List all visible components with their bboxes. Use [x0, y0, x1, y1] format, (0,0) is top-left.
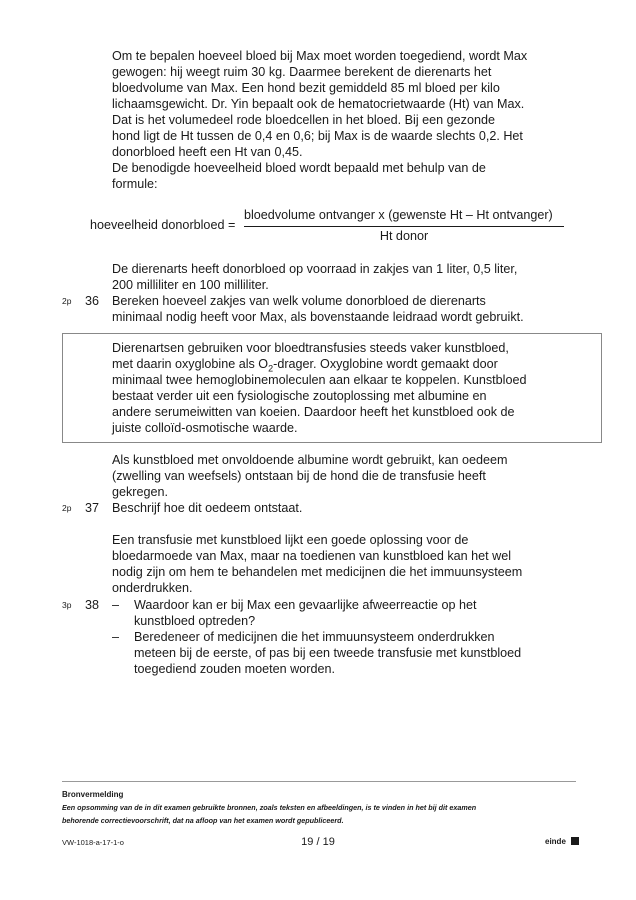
- q38-item-2: [134, 629, 574, 677]
- intro-line: formule:: [112, 177, 158, 191]
- transfusie-paragraph: [112, 532, 582, 596]
- page-number: 19 / 19: [301, 836, 335, 848]
- bron-line: Een opsomming van de in dit examen gebruikte bronnen, zoals teksten en afbeeldingen, is te vinden in het bij dit examen: [62, 803, 477, 812]
- q37-points: 2p: [62, 503, 72, 513]
- q36-points: 2p: [62, 296, 72, 306]
- q37-line: Beschrijf hoe dit oedeem ontstaat.: [112, 501, 303, 515]
- box-line: bestaat verder uit een fysiologische zoutoplossing met albumine en: [112, 389, 487, 403]
- formula-lhs: hoeveelheid donorbloed =: [90, 218, 236, 232]
- intro-line: De benodigde hoeveelheid bloed wordt bepaald met behulp van de: [112, 161, 486, 175]
- end-square-icon: [571, 837, 579, 845]
- q38-number: 38: [85, 598, 100, 612]
- end-label: einde: [545, 837, 566, 846]
- intro-line: lichaamsgewicht. Dr. Yin bepaalt ook de hematocrietwaarde (Ht) van Max.: [112, 97, 525, 111]
- end-marker: [545, 837, 579, 846]
- box-line: Dierenartsen gebruiken voor bloedtransfusies steeds vaker kunstbloed,: [112, 341, 509, 355]
- bron-title: Bronvermelding: [62, 790, 124, 799]
- albumine-line: Als kunstbloed met onvoldoende albumine wordt gebruikt, kan oedeem: [112, 453, 508, 467]
- q36-line: minimaal nodig heeft voor Max, als bovenstaande leidraad wordt gebruikt.: [112, 310, 524, 324]
- stock-line: 200 milliliter en 100 milliliter.: [112, 278, 269, 292]
- transfusie-line: bloedarmoede van Max, maar na toedienen van kunstbloed kan het wel: [112, 549, 512, 563]
- q36-line: Bereken hoeveel zakjes van welk volume donorbloed de dierenarts: [112, 294, 486, 308]
- info-box-text: [112, 340, 582, 436]
- transfusie-line: Een transfusie met kunstbloed lijkt een goede oplossing voor de: [112, 533, 469, 547]
- intro-line: donorbloed heeft een Ht van 0,45.: [112, 145, 303, 159]
- q38-item-line: kunstbloed optreden?: [134, 614, 256, 628]
- box-line: minimaal twee hemoglobinemoleculen aan elkaar te koppelen. Kunstbloed: [112, 373, 527, 387]
- q36-number: 36: [85, 294, 100, 308]
- q37-number: 37: [85, 501, 100, 515]
- intro-line: hond ligt de Ht tussen de 0,4 en 0,6; bij Max is de waarde slechts 0,2. Het: [112, 129, 523, 143]
- stock-paragraph: [112, 261, 582, 293]
- q36-text: [112, 293, 582, 325]
- intro-line: Om te bepalen hoeveel bloed bij Max moet worden toegediend, wordt Max: [112, 49, 528, 63]
- bron-line: behorende correctievoorschrift, dat na afloop van het examen wordt gepubliceerd.: [62, 816, 344, 825]
- q37-text: [112, 500, 582, 516]
- box-line-pre: met daarin oxyglobine als O: [112, 357, 269, 371]
- intro-line: bloedvolume van Max. Een hond bezit gemiddeld 85 ml bloed per kilo: [112, 81, 500, 95]
- transfusie-line: onderdrukken.: [112, 581, 193, 595]
- bron-text: [62, 801, 476, 827]
- q38-dash-1: –: [112, 598, 120, 612]
- footer-divider: [62, 781, 576, 782]
- albumine-line: (zwelling van weefsels) ontstaan bij de hond die de transfusie heeft: [112, 469, 486, 483]
- formula-denominator: Ht donor: [379, 229, 429, 243]
- box-line-post: -drager. Oxyglobine wordt gemaakt door: [273, 357, 498, 371]
- q38-item-line: Waardoor kan er bij Max een gevaarlijke afweerreactie op het: [134, 598, 477, 612]
- box-line-sub: 2: [268, 363, 274, 374]
- q38-item-line: toegediend zouden moeten worden.: [134, 662, 335, 676]
- intro-line: gewogen: hij weegt ruim 30 kg. Daarmee berekent de dierenarts het: [112, 65, 492, 79]
- exam-code: VW-1018-a-17-1-o: [62, 838, 124, 847]
- q38-item-line: meteen bij de eerste, of pas bij een tweede transfusie met kunstbloed: [134, 646, 522, 660]
- albumine-line: gekregen.: [112, 485, 169, 499]
- q38-item-1: [134, 597, 574, 629]
- formula-numerator: bloedvolume ontvanger x (gewenste Ht – Ht ontvanger): [244, 208, 553, 222]
- intro-paragraph: [112, 48, 582, 192]
- transfusie-line: nodig zijn om hem te behandelen met medicijnen die het immuunsysteem: [112, 565, 523, 579]
- albumine-paragraph: [112, 452, 582, 500]
- q38-points: 3p: [62, 600, 72, 610]
- stock-line: De dierenarts heeft donorbloed op voorraad in zakjes van 1 liter, 0,5 liter,: [112, 262, 518, 276]
- intro-line: Dat is het volumedeel rode bloedcellen in het bloed. Bij een gezonde: [112, 113, 495, 127]
- q38-item-line: Beredeneer of medicijnen die het immuunsysteem onderdrukken: [134, 630, 495, 644]
- box-line: andere serumeiwitten van koeien. Daardoor heeft het kunstbloed ook de: [112, 405, 515, 419]
- box-line: [112, 356, 582, 372]
- fraction-bar: [244, 226, 564, 227]
- box-line: juiste colloïd-osmotische waarde.: [112, 421, 298, 435]
- q38-dash-2: –: [112, 630, 120, 644]
